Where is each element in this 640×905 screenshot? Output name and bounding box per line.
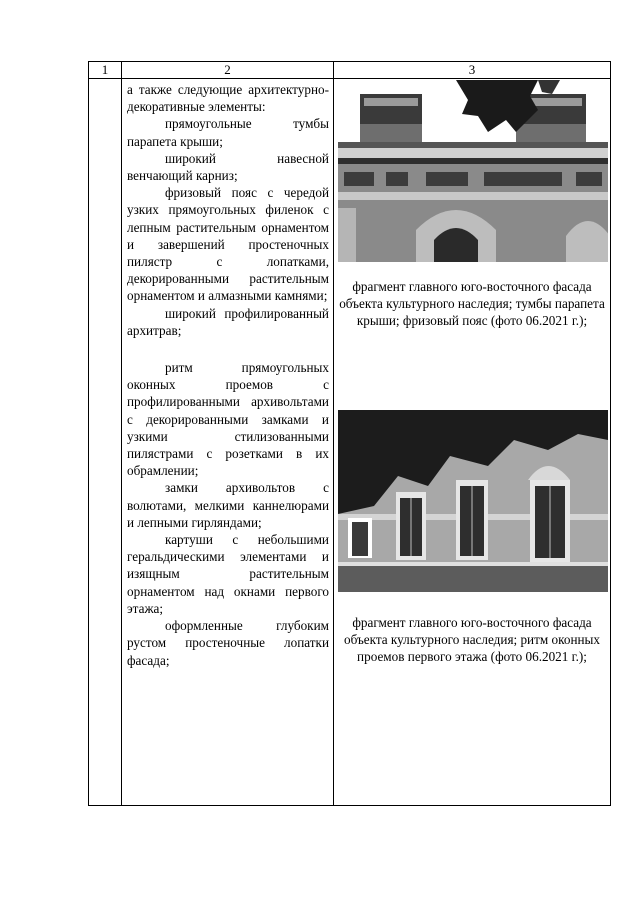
photo-cell — [334, 79, 611, 806]
list-item: прямоугольные тумбы парапета крыши; — [127, 116, 329, 149]
table-header-row — [89, 62, 611, 79]
table-row — [89, 79, 611, 806]
facade-photo-windows — [338, 410, 608, 592]
list-item: замки архивольтов с волютами, мелкими каннелюрами и лепными гирляндами; — [127, 480, 329, 530]
column-header-1: 1 — [89, 62, 122, 79]
list-item: широкий навесной венчающий карниз; — [127, 150, 329, 184]
column-header-2: 2 — [122, 62, 334, 79]
list-item: широкий профилированный архитрав; — [127, 305, 329, 338]
facade-photo-parapet — [338, 80, 608, 262]
heritage-table — [88, 61, 611, 806]
column-header-3: 3 — [334, 62, 611, 79]
photo-caption-1: фрагмент главного юго-восточного фасада объекта культурного наследия; тумбы парапета крыши; фризовый пояс (фото 06.2021 г.); — [339, 279, 605, 329]
intro-paragraph: а также следующие архитектурно-декоративные элементы: — [127, 82, 329, 115]
description-cell — [122, 79, 334, 806]
number-cell — [89, 79, 122, 806]
list-item: ритм прямоугольных оконных проемов с профилированными архивольтами с декорированными замками и узкими стилизованными пилястрами с розетками в их обрамлении; — [127, 360, 329, 479]
list-item: оформленные глубоким рустом простеночные лопатки фасада; — [127, 618, 329, 668]
description-text — [122, 79, 333, 669]
photo-caption-2: фрагмент главного юго-восточного фасада объекта культурного наследия; ритм оконных проемов первого этажа (фото 06.2021 г.); — [343, 614, 601, 665]
list-item: картуши с небольшими геральдическими элементами и изящным растительным орнаментом над окнами первого этажа; — [127, 532, 329, 616]
list-item: фризовый пояс с чередой узких прямоугольных филенок с лепным растительным орнаментом и завершений простеночных пилястр с лопатками, декорированными растительным орнаментом и алмазными камнями; — [127, 185, 329, 304]
